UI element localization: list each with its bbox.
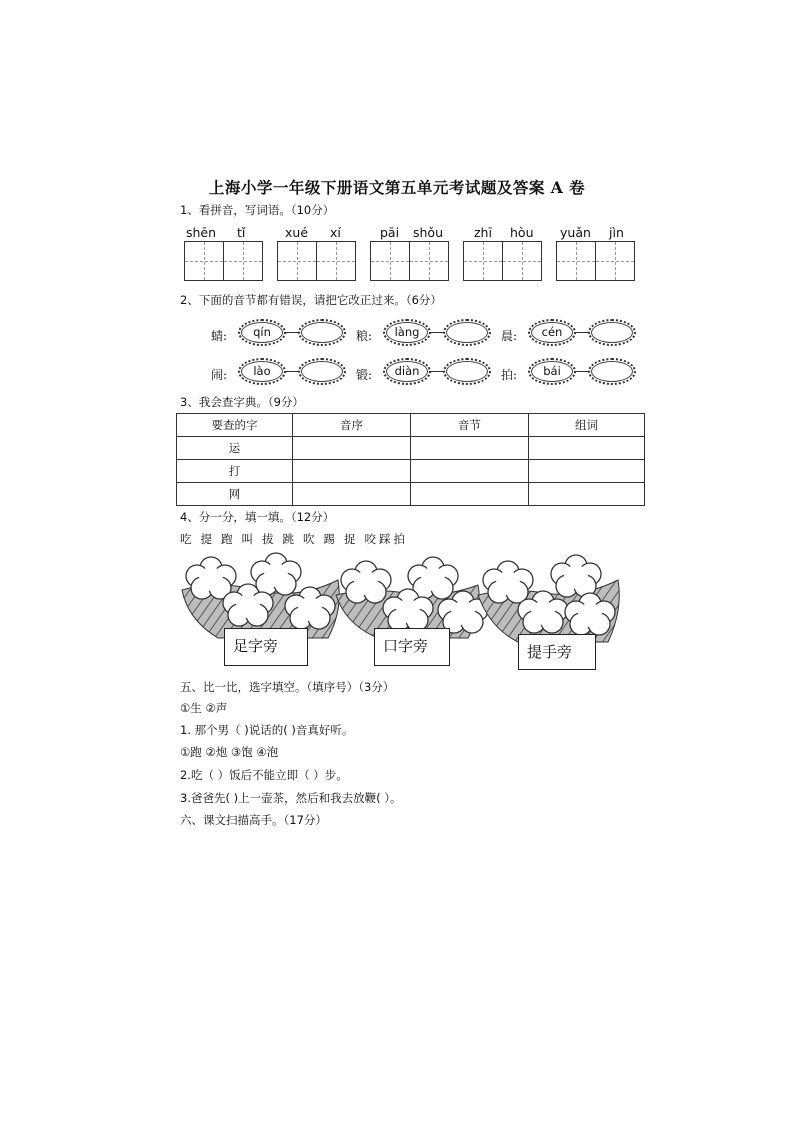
answer-bubble[interactable] (588, 358, 636, 385)
char-label: 拍: (501, 368, 518, 382)
pinyin: shǒu (413, 225, 444, 240)
char-item: 拔 (262, 532, 275, 546)
char-label: 蜻: (211, 329, 228, 343)
table-row (177, 460, 645, 483)
writing-grid[interactable] (277, 241, 356, 280)
answer-cell[interactable] (529, 483, 645, 506)
q5-heading: 五、比一比，选字填空。（填序号）（3分） (180, 680, 395, 694)
column-header: 组词 (529, 414, 645, 437)
dictionary-table (176, 413, 645, 506)
fill-sentence: 1. 那个男（ )说话的( )音真好听。 (180, 723, 354, 737)
fill-sentence: 2.吃（ ）饭后不能立即（ ）步。 (180, 768, 348, 782)
column-header: 音序 (293, 414, 411, 437)
char-item: 提 (200, 532, 213, 546)
answer-cell[interactable] (293, 460, 411, 483)
answer-bubble[interactable] (588, 319, 636, 346)
dash (574, 371, 588, 372)
dash (429, 332, 443, 333)
q2-heading: 2、下面的音节都有错误，请把它改正过来。（6分） (180, 293, 442, 307)
category-box-kou[interactable]: 口字旁 (374, 628, 450, 666)
pinyin: zhī (474, 225, 492, 240)
lookup-char: 网 (177, 483, 293, 506)
pinyin: jìn (609, 225, 624, 240)
options-line: ①跑 ②炮 ③饱 ④泡 (180, 745, 279, 759)
char-label: 粮: (356, 329, 373, 343)
pinyin: yuǎn (560, 225, 591, 240)
answer-cell[interactable] (411, 483, 529, 506)
dash (284, 332, 298, 333)
wrong-pinyin-bubble: diàn (383, 358, 431, 385)
char-item: 踩 (379, 532, 392, 546)
answer-cell[interactable] (529, 437, 645, 460)
answer-bubble[interactable] (298, 319, 346, 346)
category-box-zu[interactable]: 足字旁 (224, 628, 308, 666)
pinyin: tǐ (237, 225, 246, 240)
pinyin: hòu (510, 225, 534, 240)
q6-heading: 六、课文扫描高手。（17分） (180, 813, 327, 827)
wrong-pinyin-bubble: lào (238, 358, 286, 385)
answer-cell[interactable] (411, 460, 529, 483)
char-item: 跳 (282, 532, 295, 546)
wrong-pinyin-bubble: bái (528, 358, 576, 385)
pinyin: xí (330, 225, 341, 240)
answer-cell[interactable] (529, 460, 645, 483)
char-label: 晨: (501, 329, 518, 343)
page-title: 上海小学一年级下册语文第五单元考试题及答案 A 卷 (208, 178, 586, 197)
char-label: 锻: (356, 368, 373, 382)
char-item: 叫 (241, 532, 254, 546)
pinyin: shēn (186, 225, 217, 240)
table-row (177, 437, 645, 460)
answer-bubble[interactable] (443, 319, 491, 346)
writing-grid[interactable] (184, 241, 263, 280)
answer-bubble[interactable] (443, 358, 491, 385)
options-line: ①生 ②声 (180, 701, 228, 715)
lookup-char: 运 (177, 437, 293, 460)
q4-heading: 4、分一分，填一填。（12分） (180, 510, 335, 524)
char-item: 吹 (303, 532, 316, 546)
dash (284, 371, 298, 372)
table-header-row (177, 414, 645, 437)
char-item: 拍 (393, 532, 406, 546)
answer-cell[interactable] (293, 437, 411, 460)
category-box-shou[interactable]: 提手旁 (518, 634, 596, 670)
lookup-char: 打 (177, 460, 293, 483)
char-label: 闹: (211, 368, 228, 382)
q3-heading: 3、我会查字典。（9分） (180, 395, 304, 409)
table-row (177, 483, 645, 506)
answer-cell[interactable] (293, 483, 411, 506)
writing-grid[interactable] (556, 241, 635, 280)
column-header: 音节 (411, 414, 529, 437)
answer-bubble[interactable] (298, 358, 346, 385)
wrong-pinyin-bubble: cén (528, 319, 576, 346)
fill-sentence: 3.爸爸先( )上一壶茶，然后和我去放鞭( ）。 (180, 791, 402, 805)
writing-grid[interactable] (463, 241, 542, 280)
q1-heading: 1、看拼音，写词语。（10分） (180, 203, 335, 217)
character-list (180, 531, 414, 547)
char-item: 吃 (180, 532, 193, 546)
answer-cell[interactable] (411, 437, 529, 460)
writing-grid[interactable] (370, 241, 449, 280)
pinyin: xué (285, 225, 309, 240)
pinyin: pāi (380, 225, 400, 240)
wrong-pinyin-bubble: làng (383, 319, 431, 346)
char-item: 捉 (344, 532, 357, 546)
wrong-pinyin-bubble: qín (238, 319, 286, 346)
char-item: 踢 (323, 532, 336, 546)
dash (574, 332, 588, 333)
dash (429, 371, 443, 372)
column-header: 要查的字 (177, 414, 293, 437)
char-item: 跑 (221, 532, 234, 546)
char-item: 咬 (364, 532, 377, 546)
